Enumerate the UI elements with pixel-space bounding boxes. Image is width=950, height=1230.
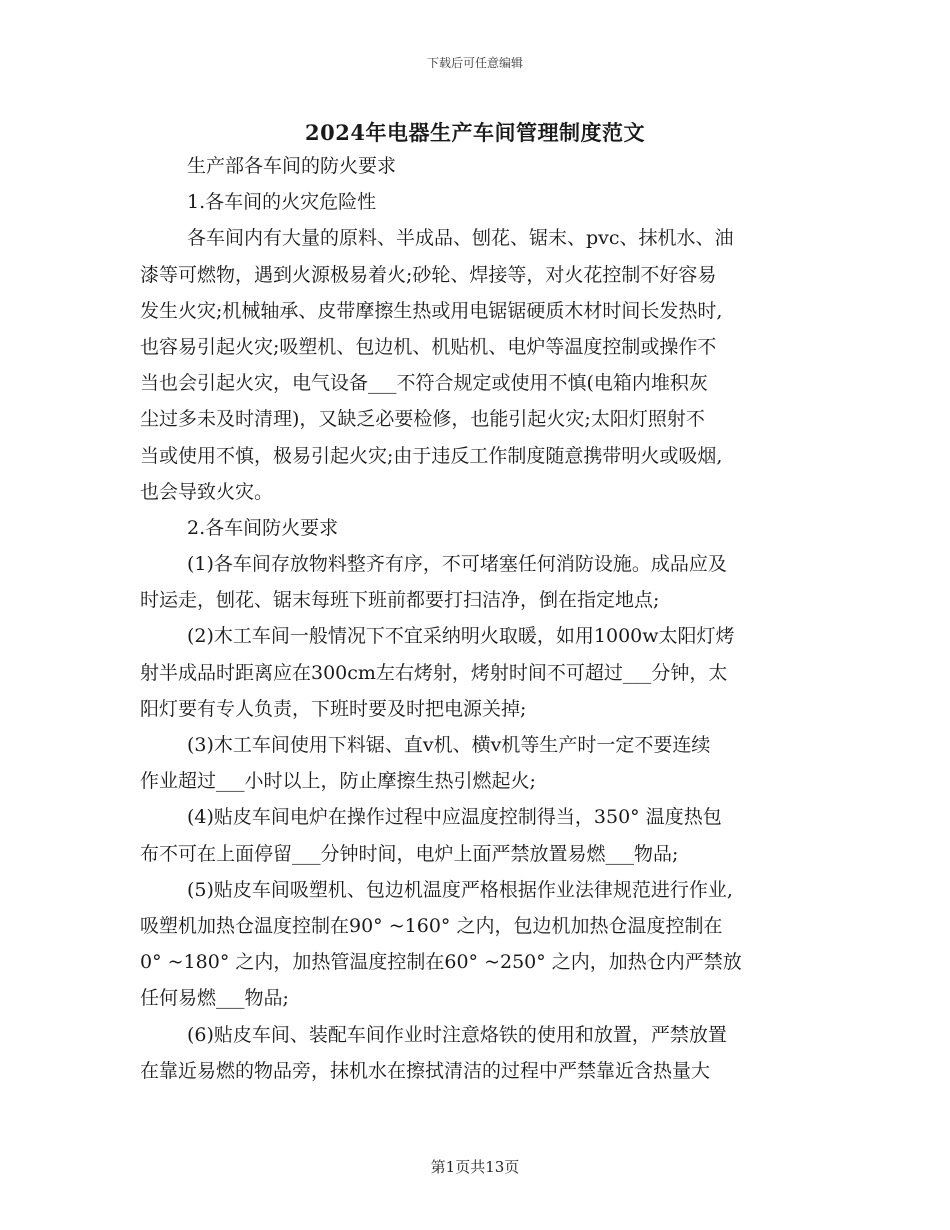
paragraph-line: 漆等可燃物，遇到火源极易着火;砂轮、焊接等，对火花控制不好容易	[140, 263, 717, 286]
paragraph-line: 布不可在上面停留___分钟时间，电炉上面严禁放置易燃___物品;	[140, 842, 679, 865]
section-heading-fire-risk: 1.各车间的火灾危险性	[187, 191, 377, 214]
paragraph-line: (6)贴皮车间、装配车间作业时注意烙铁的使用和放置，严禁放置	[187, 1023, 727, 1046]
paragraph-line: 也会导致火灾。	[140, 480, 274, 503]
paragraph-line: 也容易引起火灾;吸塑机、包边机、机贴机、电炉等温度控制或操作不	[140, 335, 717, 358]
paragraph-line: 作业超过___小时以上，防止摩擦生热引燃起火;	[140, 770, 536, 793]
paragraph-line: 0° ~180° 之内，加热管温度控制在60° ~250° 之内，加热仓内严禁放	[140, 951, 742, 974]
paragraph-line: 当或使用不慎，极易引起火灾;由于违反工作制度随意携带明火或吸烟,	[140, 444, 723, 467]
section-heading-fire-prevention: 2.各车间防火要求	[187, 516, 339, 539]
paragraph-line: 射半成品时距离应在300cm左右烤射，烤射时间不可超过___分钟，太	[140, 661, 728, 684]
paragraph-line: 在靠近易燃的物品旁，抹机水在擦拭清洁的过程中严禁靠近含热量大	[140, 1059, 711, 1082]
paragraph-line: (5)贴皮车间吸塑机、包边机温度严格根据作业法律规范进行作业,	[187, 878, 733, 901]
page-header-note: 下载后可任意编辑	[426, 56, 523, 70]
paragraph-line: 阳灯要有专人负责，下班时要及时把电源关掉;	[140, 697, 527, 720]
paragraph-line: (2)木工车间一般情况下不宜采纳明火取暖，如用1000w太阳灯烤	[187, 625, 735, 648]
paragraph-line: 尘过多未及时清理)，又缺乏必要检修，也能引起火灾;太阳灯照射不	[140, 408, 705, 431]
paragraph-line: 各车间内有大量的原料、半成品、刨花、锯末、pvc、抹机水、油	[187, 227, 734, 250]
page-footer-page-number: 第1页共13页	[430, 1158, 520, 1176]
section-heading-fire-requirements: 生产部各车间的防火要求	[187, 155, 397, 177]
paragraph-line: (1)各车间存放物料整齐有序，不可堵塞任何消防设施。成品应及	[187, 553, 727, 576]
paragraph-line: 发生火灾;机械轴承、皮带摩擦生热或用电锯锯硬质木材时间长发热时,	[140, 299, 723, 322]
paragraph-line: 吸塑机加热仓温度控制在90° ~160° 之内，包边机加热仓温度控制在	[140, 914, 723, 937]
paragraph-line: (3)木工车间使用下料锯、直v机、横v机等生产时一定不要连续	[187, 734, 711, 756]
paragraph-line: 任何易燃___物品;	[140, 987, 289, 1010]
document-title: 2024年电器生产车间管理制度范文	[305, 120, 645, 145]
paragraph-line: (4)贴皮车间电炉在操作过程中应温度控制得当，350° 温度热包	[187, 806, 722, 829]
paragraph-line: 时运走，刨花、锯末每班下班前都要打扫洁净，倒在指定地点;	[140, 589, 660, 612]
document-body	[140, 148, 810, 1089]
paragraph-line: 当也会引起火灾，电气设备___不符合规定或使用不慎(电箱内堆积灰	[140, 372, 708, 395]
